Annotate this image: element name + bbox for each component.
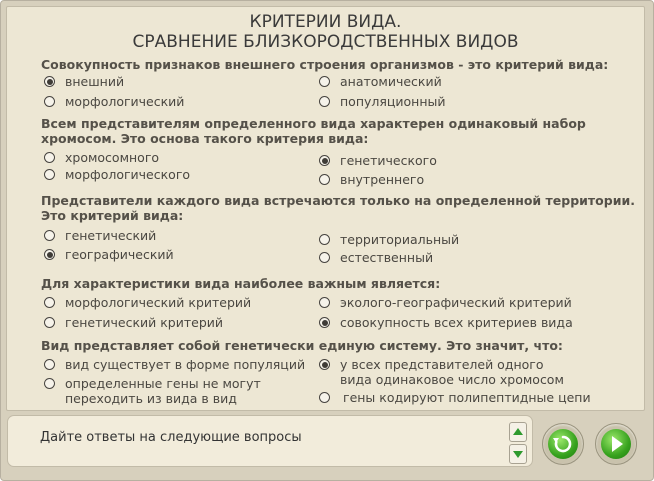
page-title-line2: СРАВНЕНИЕ БЛИЗКОРОДСТВЕННЫХ ВИДОВ (132, 32, 519, 52)
option-label: морфологического (65, 167, 191, 182)
radio-selected-icon[interactable] (319, 359, 330, 370)
option-label: совокупность всех критериев вида (340, 315, 573, 330)
play-triangle-icon (601, 429, 631, 459)
question-2-text: Всем представителям определенного вида характерен одинаковый набор хромосом. Это основа такого критерия вида: (41, 116, 586, 146)
option-label: эколого-географический критерий (340, 295, 572, 310)
next-button[interactable] (595, 423, 637, 465)
option-label: гены кодируют полипептидные цепи (343, 390, 591, 405)
option-label: морфологический критерий (65, 295, 252, 310)
instruction-text: Дайте ответы на следующие вопросы (40, 430, 302, 445)
radio-selected-icon[interactable] (44, 76, 55, 87)
option-label: географический (65, 247, 174, 262)
quiz-content (6, 6, 645, 411)
reset-arrow-icon (548, 429, 578, 459)
option-label: естественный (340, 250, 434, 265)
option-label: генетического (340, 153, 437, 168)
option-label: генетический критерий (65, 315, 224, 330)
radio-icon[interactable] (44, 359, 55, 370)
reset-button[interactable] (542, 423, 584, 465)
radio-icon[interactable] (319, 96, 330, 107)
instruction-panel (7, 415, 533, 467)
radio-icon[interactable] (44, 169, 55, 180)
question-4-text: Для характеристики вида наиболее важным является: (41, 276, 441, 291)
radio-icon[interactable] (44, 297, 55, 308)
option-label: территориальный (340, 232, 460, 247)
page-title-line1: КРИТЕРИИ ВИДА. (249, 12, 402, 32)
radio-selected-icon[interactable] (319, 155, 330, 166)
question-5-text: Вид представляет собой генетически единую систему. Это значит, что: (41, 338, 563, 353)
option-label: внешний (65, 74, 125, 89)
radio-selected-icon[interactable] (44, 249, 55, 260)
radio-icon[interactable] (319, 174, 330, 185)
play-icon (601, 429, 631, 459)
radio-icon[interactable] (319, 252, 330, 263)
radio-icon[interactable] (319, 297, 330, 308)
radio-icon[interactable] (319, 76, 330, 87)
radio-icon[interactable] (319, 392, 330, 403)
option-label: анатомический (340, 74, 442, 89)
arrow-down-icon[interactable] (509, 444, 527, 464)
option-label: популяционный (340, 94, 446, 109)
option-label: у всех представителей одного вида одинаковое число хромосом (340, 357, 564, 387)
radio-icon[interactable] (44, 230, 55, 241)
radio-icon[interactable] (44, 378, 55, 389)
option-label: морфологический (65, 94, 185, 109)
option-label: определенные гены не могут переходить из вида в вид (65, 376, 261, 406)
arrow-up-icon[interactable] (509, 422, 527, 442)
option-label: генетический (65, 228, 157, 243)
option-label: вид существует в форме популяций (65, 357, 306, 372)
option-label: внутреннего (340, 172, 425, 187)
radio-icon[interactable] (44, 317, 55, 328)
radio-selected-icon[interactable] (319, 317, 330, 328)
question-1-text: Совокупность признаков внешнего строения организмов - это критерий вида: (41, 57, 609, 72)
radio-icon[interactable] (44, 96, 55, 107)
radio-icon[interactable] (319, 234, 330, 245)
question-3-text: Представители каждого вида встречаются только на определенной территории. Это критерий вида: (41, 193, 635, 223)
radio-icon[interactable] (44, 152, 55, 163)
option-label: хромосомного (65, 150, 160, 165)
reset-icon (548, 429, 578, 459)
